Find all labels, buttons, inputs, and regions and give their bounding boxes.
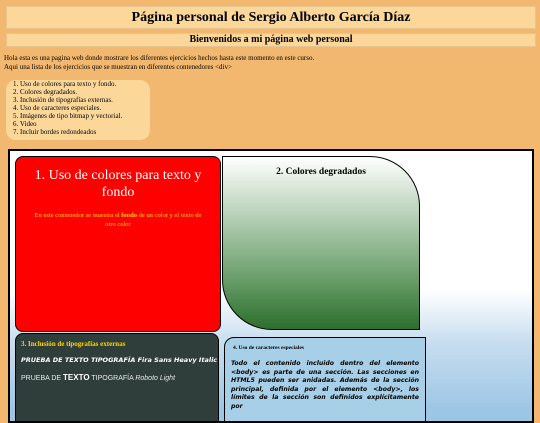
special-chars-title: 4. Uso de caracteres especiales bbox=[233, 345, 304, 351]
gradient-box bbox=[222, 156, 420, 330]
special-chars-box bbox=[224, 337, 426, 423]
colors-text-after: de un color y el texto de otro color bbox=[105, 212, 202, 228]
font-sample-2-c: TIPOGRAFÍA bbox=[89, 375, 136, 382]
font-sample-1-name: Fira Sans Heavy Italic bbox=[137, 356, 218, 364]
page-title: Página personal de Sergio Alberto García Díaz bbox=[6, 6, 536, 29]
list-item: 3. Inclusión de tipografías externas. bbox=[13, 96, 113, 104]
colors-text-highlight: fondo bbox=[121, 212, 138, 219]
colors-box-title: 1. Uso de colores para texto y fondo bbox=[34, 168, 202, 200]
font-sample-1-text: PRUEBA DE TEXTO TIPOGRAFÍA bbox=[21, 356, 136, 364]
gradient-box-title: 2. Colores degradados bbox=[276, 167, 366, 177]
colors-box-text bbox=[30, 211, 206, 229]
font-sample-2 bbox=[21, 373, 218, 382]
intro-text bbox=[4, 54, 524, 71]
list-item: 6. Video bbox=[13, 120, 37, 128]
font-sample-2-b: TEXTO bbox=[63, 373, 90, 382]
special-chars-text: Todo el contenido incluido dentro del elemento <body> es parte de una sección. Las secciones en HTML5 pueden ser anidadas. Además de la sección principal, definida por el elemento <body>, los límites de la sección son definidos explícitamente por bbox=[231, 360, 419, 410]
intro-line-2: Aqui una lista de los ejercicios que se muestran en diferentes contenedores <div> bbox=[4, 62, 232, 71]
list-item: 4. Uso de caracteres especiales. bbox=[13, 104, 102, 112]
list-item: 5. Imágenes de tipo bitmap y vectorial. bbox=[13, 112, 123, 120]
colors-box bbox=[15, 156, 221, 332]
intro-line-1: Hola esta es una pagina web donde mostrare los diferentes ejercicios hechos hasta este momento en este curso. bbox=[4, 54, 315, 62]
list-item: 2. Colores degradados. bbox=[13, 88, 78, 96]
list-item: 1. Uso de colores para texto y fondo. bbox=[13, 80, 117, 88]
font-sample-2-name: Roboto Light bbox=[135, 375, 176, 382]
welcome-heading: Bienvenidos a mi página web personal bbox=[6, 33, 536, 47]
main-container bbox=[8, 149, 534, 423]
font-sample-2-a: PRUEBA DE bbox=[21, 375, 64, 382]
list-item: 7. Incluir bordes redondeados bbox=[13, 128, 97, 136]
colors-text-before: En este contenedor se muestra el bbox=[34, 212, 122, 219]
exercise-list bbox=[6, 80, 150, 136]
fonts-box-title: 3. Inclusión de tipografías externas bbox=[21, 340, 126, 348]
exercise-list-box bbox=[6, 80, 150, 140]
font-sample-1 bbox=[21, 356, 218, 364]
fonts-box bbox=[15, 333, 219, 423]
